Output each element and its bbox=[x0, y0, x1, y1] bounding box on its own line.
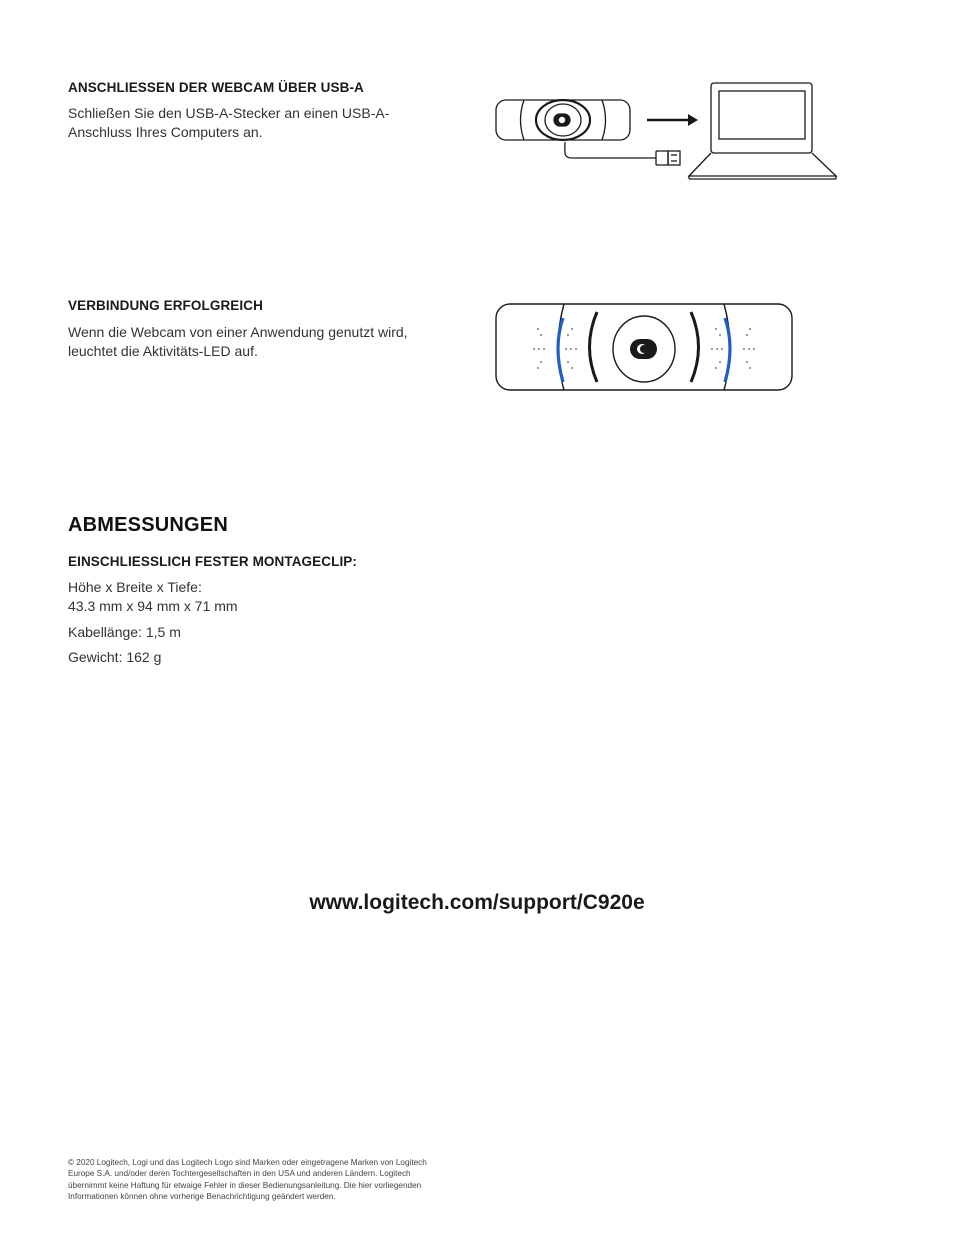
size-value: 43.3 mm x 94 mm x 71 mm bbox=[68, 598, 238, 614]
usb-section-heading: ANSCHLIESSEN DER WEBCAM ÜBER USB-A bbox=[68, 80, 364, 95]
support-url[interactable]: www.logitech.com/support/C920e bbox=[309, 891, 645, 914]
size-label: Höhe x Breite x Tiefe: bbox=[68, 579, 202, 595]
webcam-led-illustration bbox=[494, 302, 794, 392]
arrow-right-icon bbox=[647, 114, 698, 126]
dimensions-size bbox=[68, 578, 238, 616]
lens bbox=[630, 339, 657, 359]
usb-section-text bbox=[68, 104, 389, 142]
cable-length: Kabellänge: 1,5 m bbox=[68, 624, 181, 640]
weight: Gewicht: 162 g bbox=[68, 649, 162, 665]
footer-line-2: Europe S.A. und/oder deren Tochtergesellschaften in den USA und anderen Ländern. Logitech bbox=[68, 1169, 411, 1179]
connected-text-line-1: Wenn die Webcam von einer Anwendung genutzt wird, bbox=[68, 324, 408, 340]
footer-line-1: © 2020 Logitech, Logi und das Logitech Logo sind Marken oder eingetragene Marken von Logitech bbox=[68, 1158, 427, 1167]
dimensions-title: ABMESSUNGEN bbox=[68, 514, 228, 536]
webcam-illustration bbox=[496, 100, 656, 158]
usb-text-line-2: Anschluss Ihres Computers an. bbox=[68, 124, 263, 140]
usb-connection-illustration bbox=[490, 78, 840, 182]
connected-section-heading: VERBINDUNG ERFOLGREICH bbox=[68, 298, 263, 313]
legal-footer bbox=[68, 1157, 498, 1202]
usb-text-line-1: Schließen Sie den USB-A-Stecker an einen USB-A- bbox=[68, 105, 390, 121]
footer-line-4: Informationen können ohne vorherige Benachrichtigung geändert werden. bbox=[68, 1191, 336, 1201]
connected-text-line-2: leuchtet die Aktivitäts-LED auf. bbox=[68, 343, 258, 359]
dimensions-subheading: EINSCHLIESSLICH FESTER MONTAGECLIP: bbox=[68, 554, 358, 569]
usb-plug-icon bbox=[656, 151, 680, 165]
connected-section-text bbox=[68, 323, 408, 361]
footer-line-3: übernimmt keine Haftung für etwaige Fehler in dieser Bedienungsanleitung. Die hier vorliegenden bbox=[68, 1180, 422, 1190]
laptop-icon bbox=[689, 83, 836, 179]
